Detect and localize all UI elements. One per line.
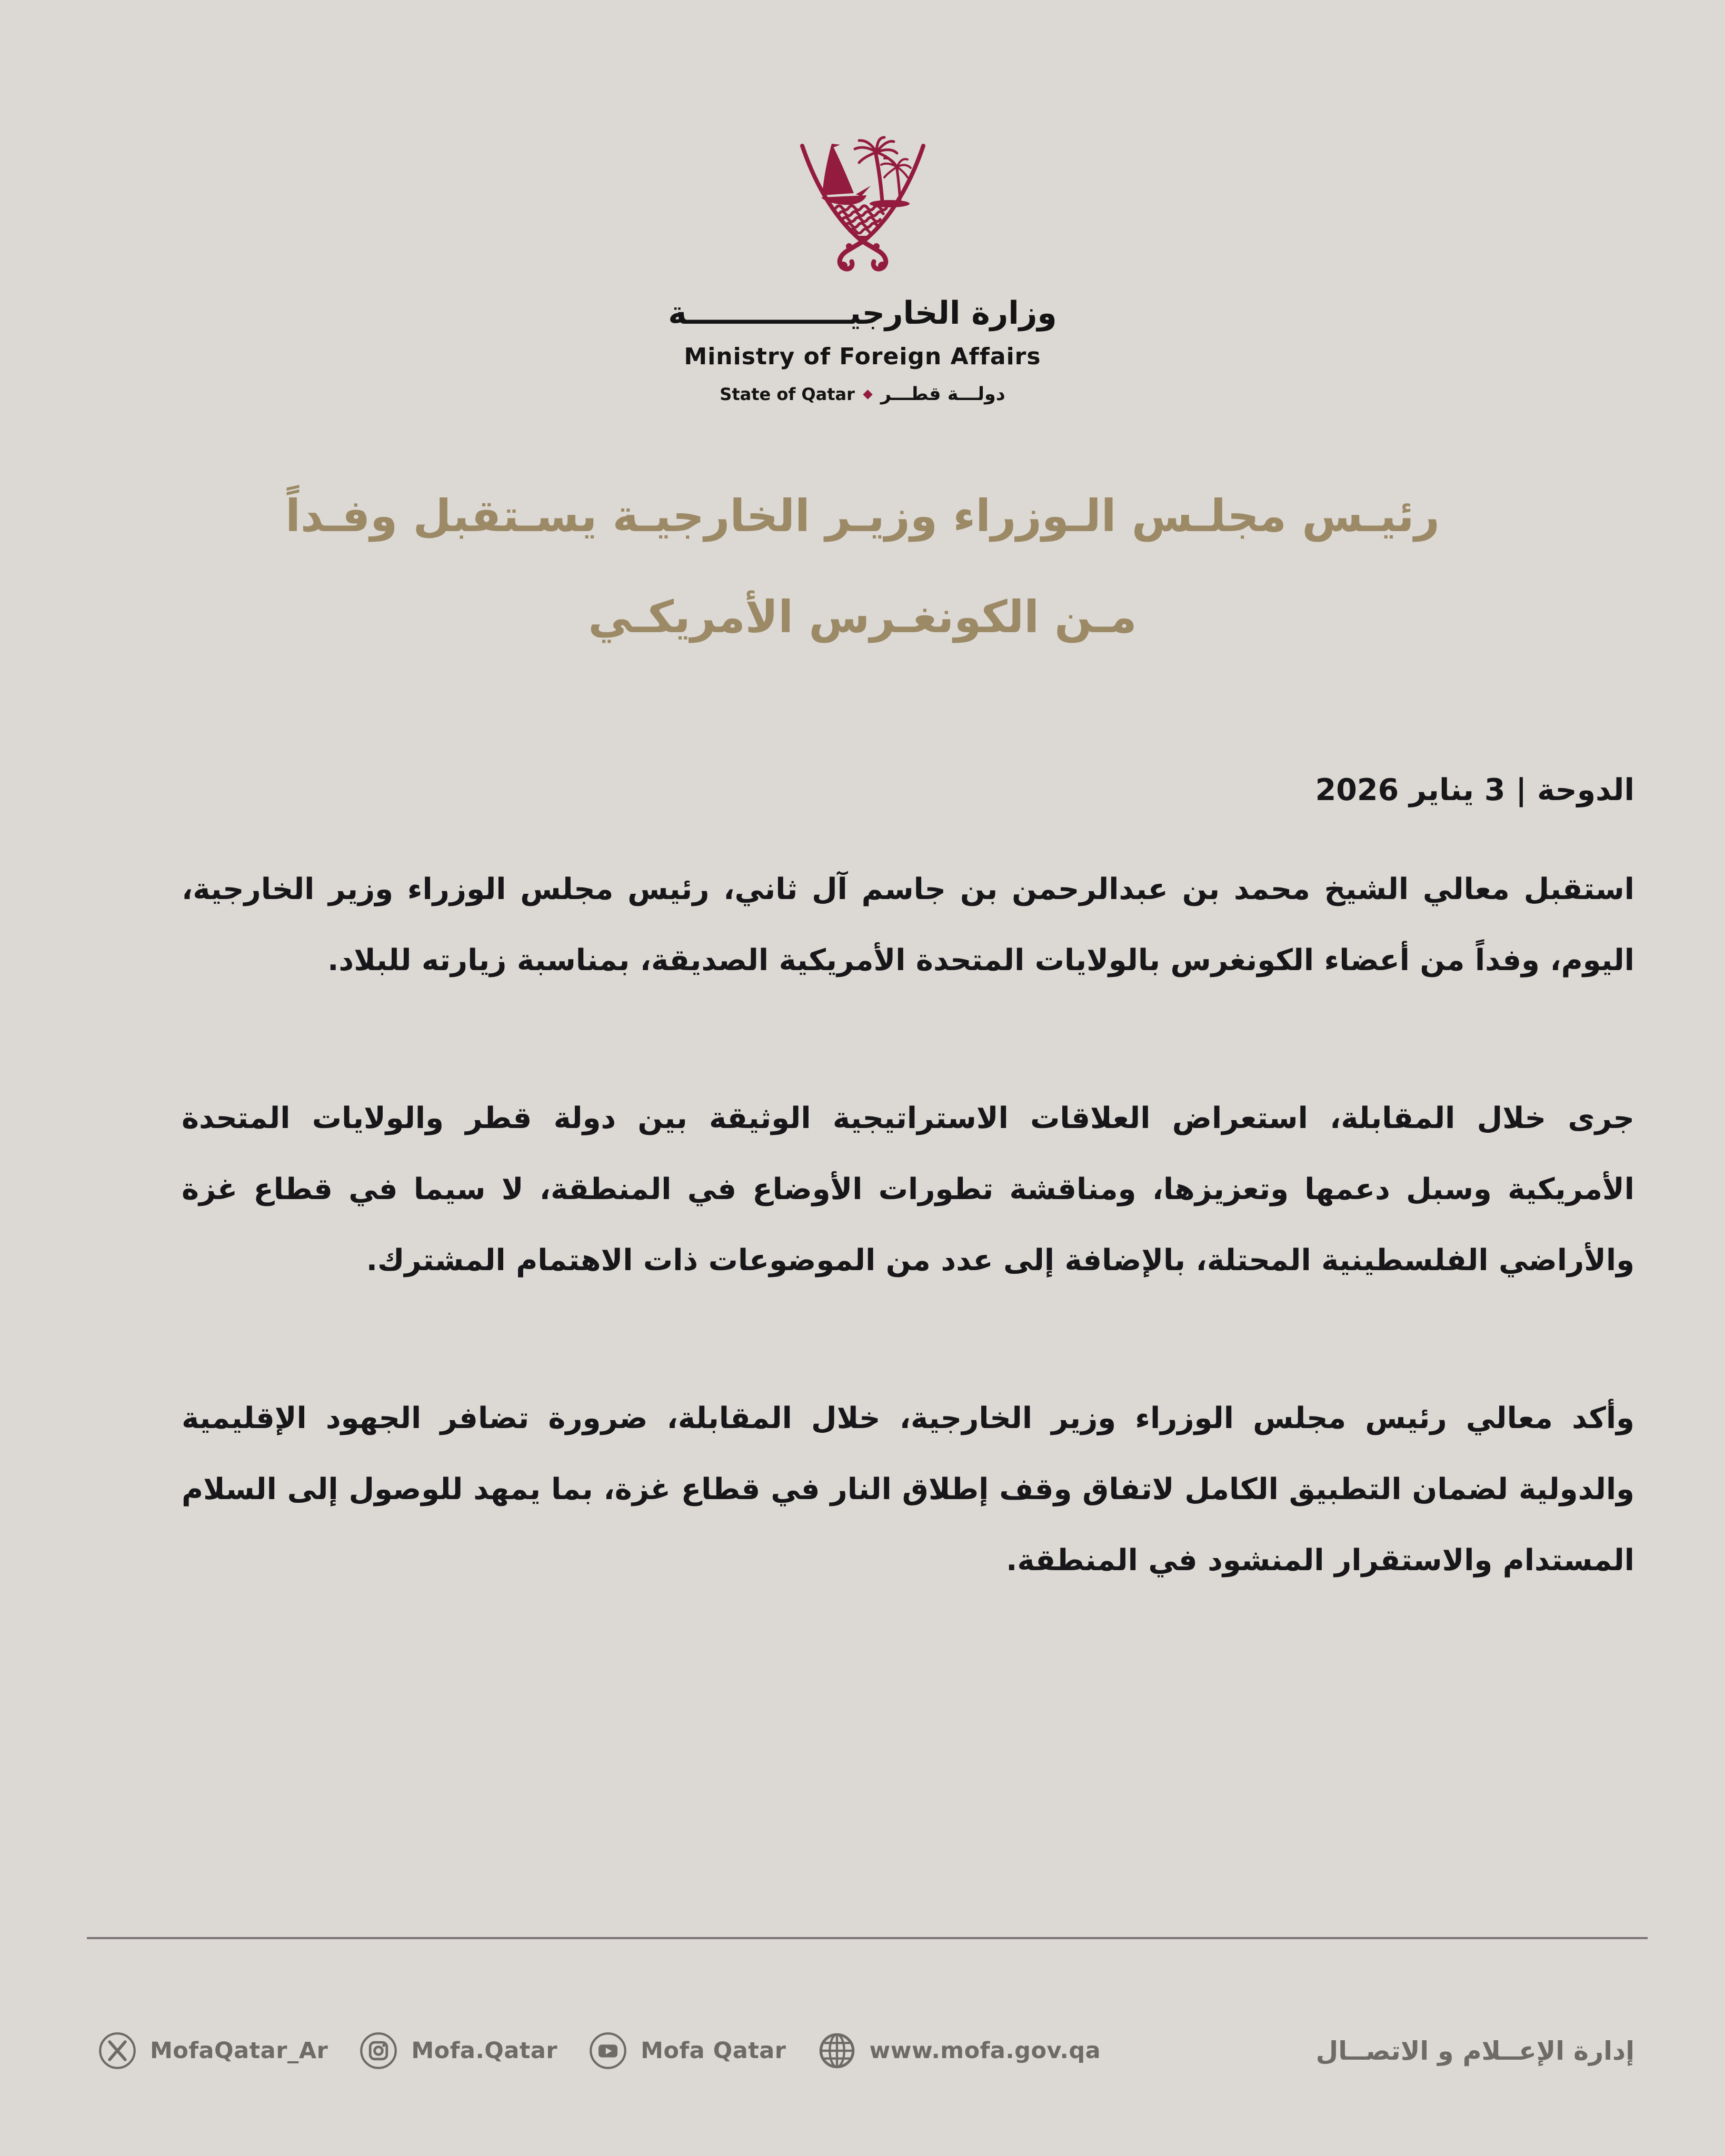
x-handle: MofaQatar_Ar xyxy=(150,2038,328,2064)
ministry-name-arabic: وزارة الخارجيـــــــــــــــة xyxy=(668,295,1057,332)
youtube-icon xyxy=(588,2031,628,2071)
paragraph-2: جرى خلال المقابلة، استعراض العلاقات الاستراتيجية الوثيقة بين دولة قطر والولايات المتحدة الأمريكية وسبل دعمها وتعزيزها، ومناقشة تطورات الأوضاع في المنطقة، لا سيما في قطاع غزة والأراضي الفلسطينية المحتلة، بالإضافة إلى عدد من الموضوعات ذات الاهتمام المشترك. xyxy=(182,1101,1634,1277)
website-link[interactable] xyxy=(817,2031,1101,2071)
department-name: إدارة الإعــلام و الاتصــال xyxy=(1315,2035,1634,2066)
footer-divider xyxy=(87,1937,1648,1939)
mofa-header xyxy=(0,134,1725,405)
qatar-mofa-emblem-icon xyxy=(797,134,929,274)
instagram-icon xyxy=(358,2031,398,2071)
x-icon xyxy=(97,2031,137,2071)
social-links xyxy=(97,2031,1101,2071)
website-url: www.mofa.gov.qa xyxy=(869,2038,1101,2064)
x-social-link[interactable] xyxy=(97,2031,328,2071)
state-name-english: State of Qatar xyxy=(720,384,855,404)
state-of-qatar-line xyxy=(720,384,1005,405)
paragraph-3: وأكد معالي رئيس مجلس الوزراء وزير الخارجية، خلال المقابلة، ضرورة تضافر الجهود الإقليمية والدولية لضمان التطبيق الكامل لاتفاق وقف إطلاق النار في قطاع غزة، بما يمهد للوصول إلى السلام المستدام والاستقرار المنشود في المنطقة. xyxy=(182,1401,1634,1578)
youtube-social-link[interactable] xyxy=(588,2031,786,2071)
release-title xyxy=(0,490,1725,643)
instagram-social-link[interactable] xyxy=(358,2031,557,2071)
release-body xyxy=(182,854,1634,1596)
diamond-separator-icon xyxy=(863,390,872,399)
dateline: الدوحة | 3 يناير 2026 xyxy=(1315,773,1634,807)
youtube-handle: Mofa Qatar xyxy=(641,2038,786,2064)
release-title-line1: رئيـس مجلـس الـوزراء وزيـر الخارجيـة يسـتقبل وفـداً xyxy=(285,490,1440,542)
state-name-arabic: دولـــة قطـــر xyxy=(880,384,1005,405)
instagram-handle: Mofa.Qatar xyxy=(411,2038,558,2064)
release-title-line2: مـن الكونغـرس الأمريكـي xyxy=(588,591,1137,643)
paragraph-1: استقبل معالي الشيخ محمد بن عبدالرحمن بن جاسم آل ثاني، رئيس مجلس الوزراء وزير الخارجية، اليوم، وفداً من أعضاء الكونغرس بالولايات المتحدة الأمريكية الصديقة، بمناسبة زيارته للبلاد. xyxy=(182,872,1634,977)
ministry-name-english: Ministry of Foreign Affairs xyxy=(684,343,1041,370)
footer xyxy=(97,2031,1634,2071)
globe-icon xyxy=(817,2031,857,2071)
